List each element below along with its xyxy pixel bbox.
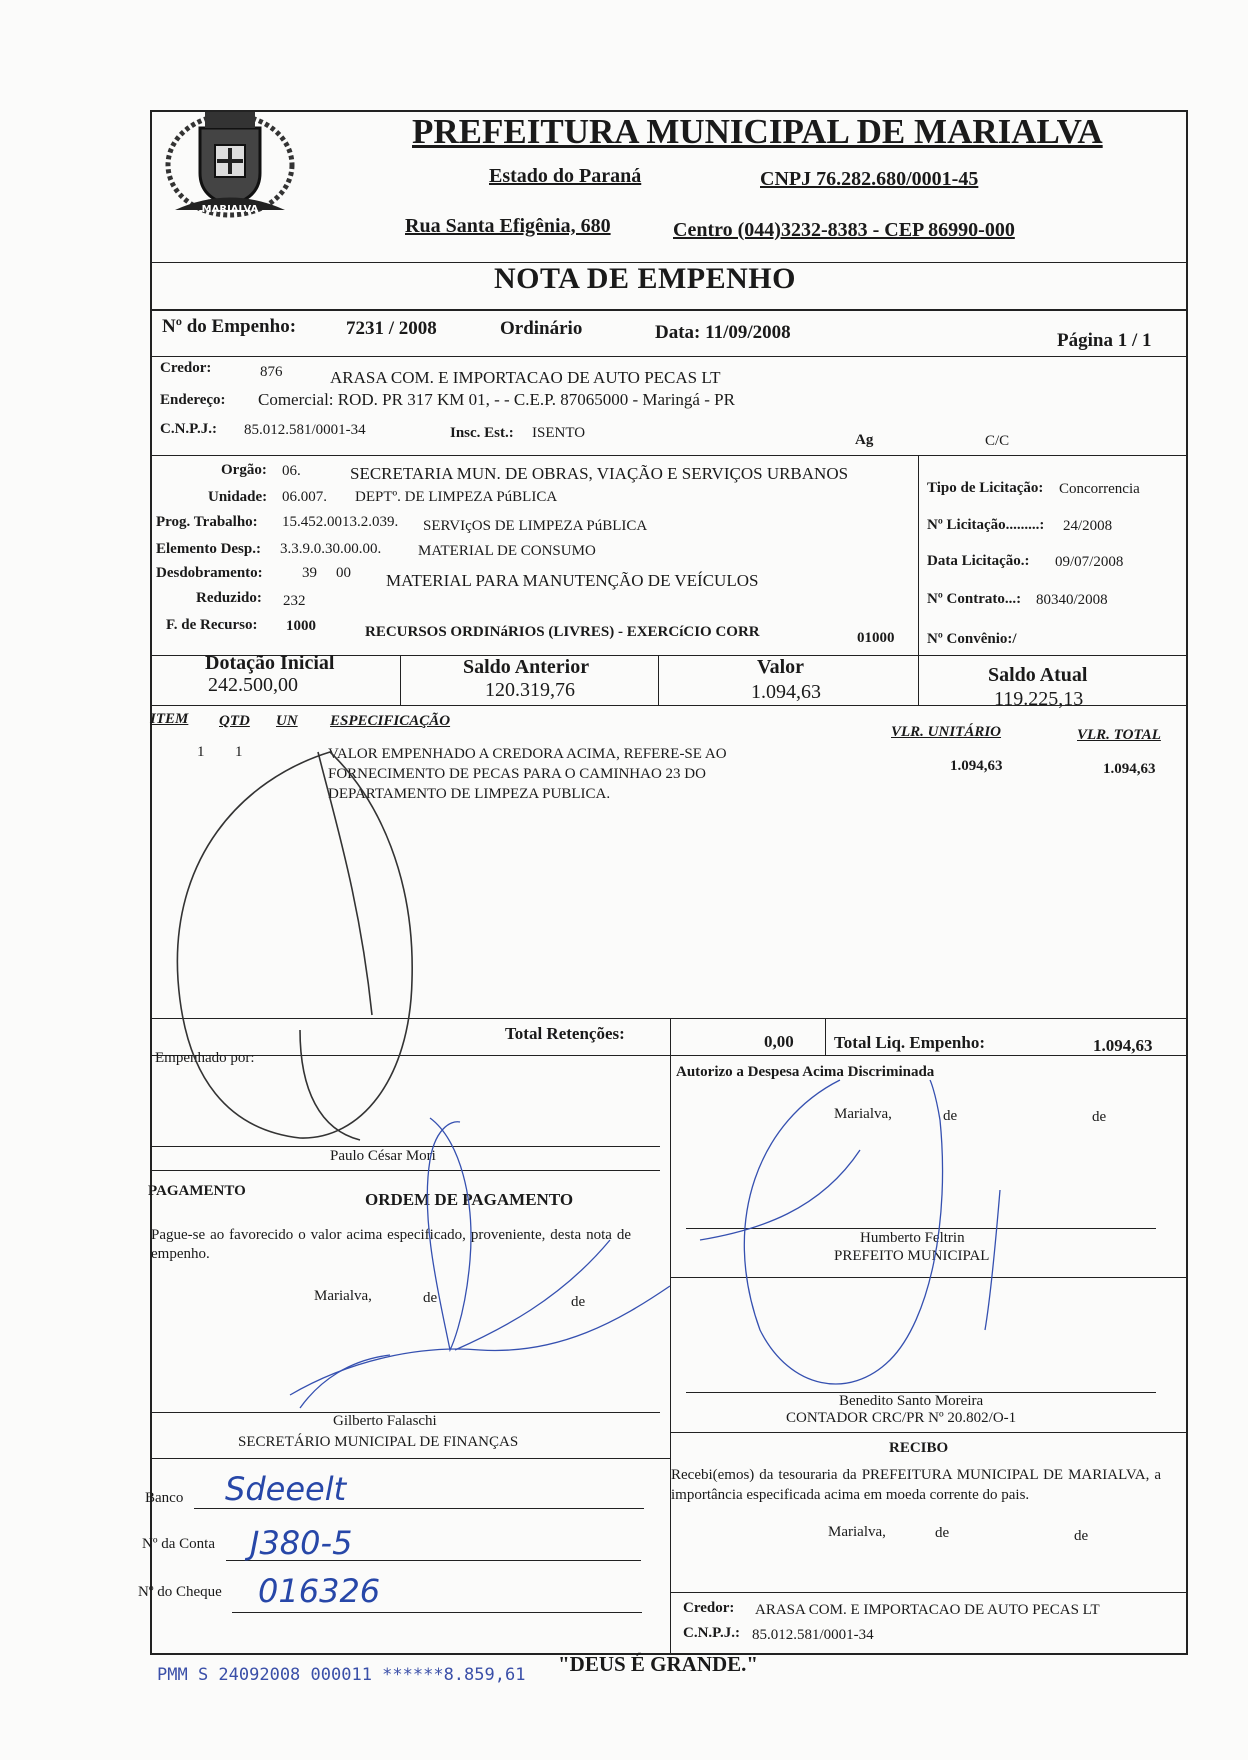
page-number: Página 1 / 1: [1057, 330, 1152, 351]
desdob-sub: 00: [336, 565, 351, 581]
dotacao-value: 242.500,00: [208, 674, 298, 696]
credor-name: ARASA COM. E IMPORTACAO DE AUTO PECAS LT: [330, 368, 721, 387]
saldo-anterior-value: 120.319,76: [485, 679, 575, 701]
insc-label: Insc. Est.:: [450, 425, 514, 441]
prog-label: Prog. Trabalho:: [156, 514, 258, 530]
header-cnpj: CNPJ 76.282.680/0001-45: [760, 168, 979, 190]
pague-de-1: de: [423, 1290, 438, 1306]
prefeito-name: Humberto Feltrin: [860, 1230, 965, 1246]
recibo-title: RECIBO: [889, 1440, 949, 1456]
account-label: C/C: [985, 433, 1010, 449]
col-total: VLR. TOTAL: [1077, 727, 1161, 743]
credor-address: Comercial: ROD. PR 317 KM 01, - - C.E.P. 87065000 - Maringá - PR: [258, 390, 735, 409]
row-qtd: 1: [235, 744, 243, 760]
footer-motto: "DEUS É GRANDE.": [558, 1652, 759, 1676]
credor-cnpj: 85.012.581/0001-34: [244, 422, 366, 438]
banco-value: Sdeeelt: [225, 1470, 347, 1508]
unidade-name: DEPTº. DE LIMPEZA PúBLICA: [355, 489, 558, 505]
unidade-label: Unidade:: [208, 489, 268, 505]
dotacao-label: Dotação Inicial: [205, 652, 335, 674]
conta-value: J380-5: [250, 1524, 353, 1562]
address-label: Endereço:: [160, 392, 226, 408]
row-spec-line-3: DEPARTAMENTO DE LIMPEZA PUBLICA.: [328, 786, 611, 802]
col-espec: ESPECIFICAÇÃO: [330, 713, 451, 729]
row-item: 1: [197, 744, 205, 760]
recibo-city: Marialva,: [828, 1524, 886, 1540]
footer-stamp: PMM S 24092008 000011 ******8.859,61: [157, 1665, 526, 1685]
document-title: NOTA DE EMPENHO: [494, 262, 796, 295]
data-licitacao: 09/07/2008: [1055, 554, 1124, 570]
valor-value: 1.094,63: [751, 681, 821, 703]
conta-label: Nº da Conta: [142, 1536, 215, 1552]
header-address-2: Centro (044)3232-8383 - CEP 86990-000: [673, 219, 1015, 241]
tipo-licitacao: Concorrencia: [1059, 481, 1140, 497]
empenhado-name: Paulo César Mori: [330, 1148, 436, 1164]
recibo-cnpj-label: C.N.P.J.:: [683, 1625, 740, 1641]
fonte-code: 1000: [286, 618, 316, 634]
saldo-atual-value: 119.225,13: [994, 688, 1084, 710]
liq-label: Total Liq. Empenho:: [834, 1033, 985, 1052]
contador-name: Benedito Santo Moreira: [839, 1393, 984, 1409]
elemento-name: MATERIAL DE CONSUMO: [418, 543, 596, 559]
empenhado-label: Empenhado por:: [155, 1050, 255, 1066]
desdob-name: MATERIAL PARA MANUTENÇÃO DE VEÍCULOS: [386, 571, 759, 590]
fonte-label: F. de Recurso:: [166, 617, 258, 633]
col-item: ITEM: [150, 711, 189, 727]
tipo-licitacao-label: Tipo de Licitação:: [927, 480, 1044, 496]
row-spec-line-1: VALOR EMPENHADO A CREDORA ACIMA, REFERE-SE AO: [328, 746, 727, 762]
secretario-name: Gilberto Falaschi: [333, 1413, 437, 1429]
contrato-label: Nº Contrato...:: [927, 591, 1022, 607]
num-licitacao: 24/2008: [1063, 518, 1113, 534]
cheque-value: 016326: [258, 1572, 381, 1610]
num-licitacao-label: Nº Licitação.........:: [927, 517, 1045, 533]
orgao-label: Orgão:: [221, 462, 267, 478]
autorizo-de-1: de: [943, 1108, 958, 1124]
credor-cnpj-label: C.N.P.J.:: [160, 421, 217, 437]
elemento-code: 3.3.9.0.30.00.00.: [280, 541, 382, 557]
reduzido-label: Reduzido:: [196, 590, 262, 606]
elemento-label: Elemento Desp.:: [156, 541, 261, 557]
row-total-value: 1.094,63: [1103, 761, 1156, 777]
col-unit: VLR. UNITÁRIO: [891, 724, 1002, 740]
retencoes-value: 0,00: [764, 1032, 794, 1051]
secretario-title: SECRETÁRIO MUNICIPAL DE FINANÇAS: [238, 1434, 519, 1450]
recibo-de-1: de: [935, 1525, 950, 1541]
row-spec-line-2: FORNECIMENTO DE PECAS PARA O CAMINHAO 23 DO: [328, 766, 706, 782]
pague-de-2: de: [571, 1294, 586, 1310]
contador-title: CONTADOR CRC/PR Nº 20.802/O-1: [786, 1410, 1017, 1426]
desdob-label: Desdobramento:: [156, 565, 263, 581]
autorizo-city: Marialva,: [834, 1106, 892, 1122]
prefeito-title: PREFEITO MUNICIPAL: [834, 1248, 990, 1264]
page-title: PREFEITURA MUNICIPAL DE MARIALVA: [412, 112, 1103, 151]
autorizo-de-2: de: [1092, 1109, 1107, 1125]
ordem-label: ORDEM DE PAGAMENTO: [365, 1190, 574, 1209]
pague-text: Pague-se ao favorecido o valor acima especificado, proveniente, desta nota de empenho.: [151, 1227, 631, 1262]
orgao-code: 06.: [282, 463, 301, 479]
empenho-number-label: Nº do Empenho:: [162, 316, 297, 337]
seal-text: MARIALVA: [201, 204, 259, 215]
fonte-sub: 01000: [857, 630, 895, 646]
orgao-name: SECRETARIA MUN. DE OBRAS, VIAÇÃO E SERVIÇOS URBANOS: [350, 464, 849, 483]
fonte-name: RECURSOS ORDINáRIOS (LIVRES) - EXERCíCIO CORR: [365, 624, 760, 640]
recibo-cnpj: 85.012.581/0001-34: [752, 1627, 874, 1643]
col-un: UN: [276, 713, 298, 729]
prog-name: SERVIçOS DE LIMPEZA PúBLICA: [423, 518, 648, 534]
convenio-label: Nº Convênio:/: [927, 631, 1017, 647]
pagamento-label: PAGAMENTO: [148, 1183, 246, 1199]
credor-label: Credor:: [160, 360, 212, 376]
liq-value: 1.094,63: [1093, 1036, 1153, 1055]
empenho-date: Data: 11/09/2008: [655, 322, 791, 343]
insc-value: ISENTO: [532, 425, 586, 441]
state-name: Estado do Paraná: [489, 165, 642, 187]
retencoes-label: Total Retenções:: [505, 1024, 625, 1043]
saldo-anterior-label: Saldo Anterior: [463, 656, 590, 678]
contrato-value: 80340/2008: [1036, 592, 1108, 608]
prog-code: 15.452.0013.2.039.: [282, 514, 399, 530]
unidade-code: 06.007.: [282, 489, 327, 505]
header-address: Rua Santa Efigênia, 680: [405, 215, 611, 237]
credor-code: 876: [260, 364, 283, 380]
agency-label: Ag: [855, 432, 874, 448]
reduzido-value: 232: [283, 593, 306, 609]
saldo-atual-label: Saldo Atual: [988, 664, 1088, 686]
cheque-label: Nº do Cheque: [138, 1584, 222, 1600]
pague-city: Marialva,: [314, 1288, 372, 1304]
recibo-text: Recebi(emos) da tesouraria da PREFEITURA MUNICIPAL DE MARIALVA, a importância especificada acima em moeda corrente do pais.: [671, 1467, 1161, 1503]
recibo-credor-label: Credor:: [683, 1600, 735, 1616]
valor-label: Valor: [757, 656, 805, 678]
banco-label: Banco: [145, 1490, 184, 1506]
data-licitacao-label: Data Licitação.:: [927, 553, 1030, 569]
row-unit-value: 1.094,63: [950, 758, 1003, 774]
recibo-credor: ARASA COM. E IMPORTACAO DE AUTO PECAS LT: [755, 1602, 1100, 1618]
desdob-code: 39: [302, 565, 317, 581]
empenho-type: Ordinário: [500, 318, 583, 339]
recibo-de-2: de: [1074, 1528, 1089, 1544]
autorizo-text: Autorizo a Despesa Acima Discriminada: [676, 1064, 935, 1080]
col-qtd: QTD: [219, 713, 250, 729]
empenho-number: 7231 / 2008: [346, 318, 437, 339]
